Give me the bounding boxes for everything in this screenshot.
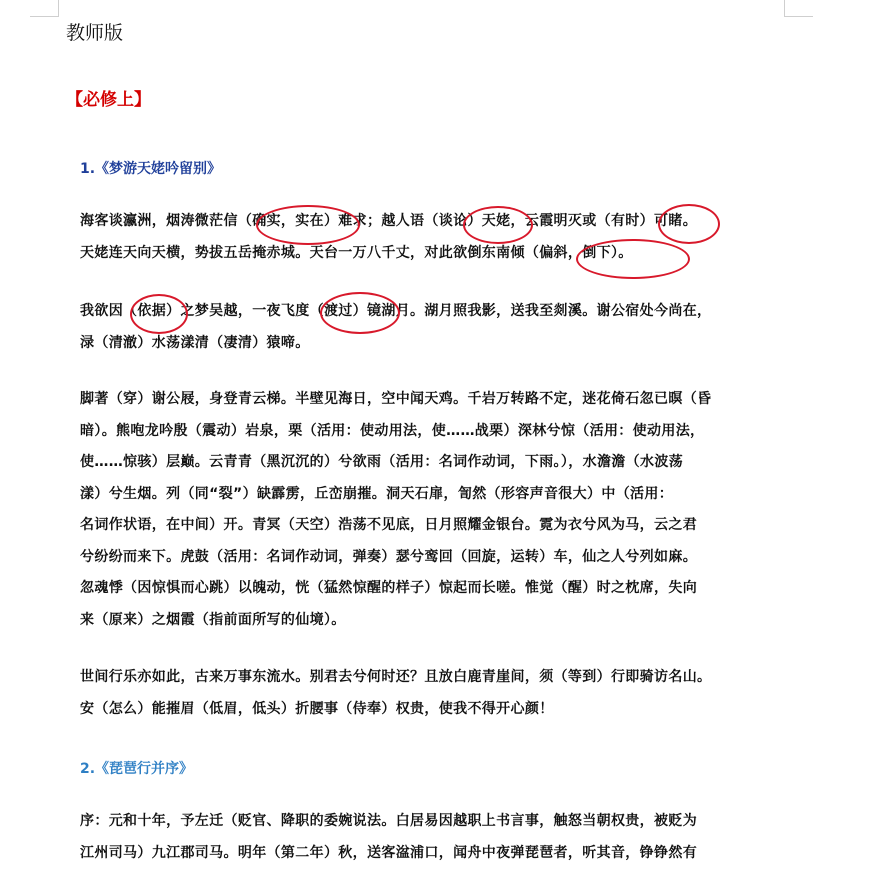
text-line: 脚著（穿）谢公屐，身登青云梯。半壁见海日，空中闻天鸡。千岩万转路不定，迷花倚石忽已暝（昏 <box>80 391 712 407</box>
text-line: 暗）。熊咆龙吟殷（震动）岩泉，栗（活用：使动用法，使……战栗）深林兮惊（活用：使动用法， <box>80 422 705 439</box>
paragraph-4 <box>80 662 770 725</box>
text-line: 天姥连天向天横，势拔五岳掩赤城。天台一万八千丈，对此欲倒东南倾（偏斜，倒下）。 <box>80 244 633 261</box>
text-line: 名词作状语，在中间）开。青冥（天空）浩荡不见底，日月照耀金银台。霓为衣兮风为马，云之君 <box>80 517 698 533</box>
text-line: 渌（清澈）水荡漾清（凄清）猿啼。 <box>80 334 310 351</box>
text-line: 使……惊骇）层巅。云青青（黑沉沉的）兮欲雨（活用：名词作动词，下雨。），水澹澹（水波荡 <box>80 454 684 470</box>
paragraph-3 <box>80 384 770 636</box>
paragraph-1 <box>80 206 770 269</box>
text-line: 序：元和十年，予左迁（贬官、降职的委婉说法。白居易因越职上书言事，触怒当朝权贵，被贬为 <box>80 813 698 829</box>
text-line: 兮纷纷而来下。虎鼓（活用：名词作动词，弹奏）瑟兮鸾回（回旋，运转）车，仙之人兮列如麻。 <box>80 548 698 565</box>
paragraph-2 <box>80 296 770 359</box>
text-line: 海客谈瀛洲，烟涛微茫信（确实，实在）难求；越人语（谈论）天姥，云霞明灭或（有时）可睹。 <box>80 213 698 229</box>
text-line: 安（怎么）能摧眉（低眉，低头）折腰事（侍奉）权贵，使我不得开心颜！ <box>80 700 554 717</box>
text-line: 世间行乐亦如此，古来万事东流水。别君去兮何时还？且放白鹿青崖间，须（等到）行即骑访名山。 <box>80 669 712 685</box>
text-line: 我欲因（依据）之梦吴越，一夜飞度（渡过）镜湖月。湖月照我影，送我至剡溪。谢公宿处今尚在， <box>80 303 712 319</box>
page-corner-mark-left <box>30 0 59 17</box>
poem-title-2: 2.《琵琶行并序》 <box>80 761 194 777</box>
poem-title-1: 1.《梦游天姥吟留别》 <box>80 161 222 177</box>
paragraph-5 <box>80 806 770 869</box>
text-line: 江州司马）九江郡司马。明年（第二年）秋，送客湓浦口，闻舟中夜弹琵琶者，听其音，铮铮然有 <box>80 844 698 861</box>
page-corner-mark-right <box>784 0 813 17</box>
text-line: 来（原来）之烟霞（指前面所写的仙境）。 <box>80 611 346 628</box>
header-label: 教师版 <box>66 22 124 44</box>
section-title: 【必修上】 <box>66 90 151 110</box>
text-line: 忽魂悸（因惊惧而心跳）以魄动，恍（猛然惊醒的样子）惊起而长嗟。惟觉（醒）时之枕席，失向 <box>80 580 698 596</box>
text-line: 漾）兮生烟。列（同“裂”）缺霹雳，丘峦崩摧。洞天石扉，訇然（形容声音很大）中（活用： <box>80 485 674 502</box>
